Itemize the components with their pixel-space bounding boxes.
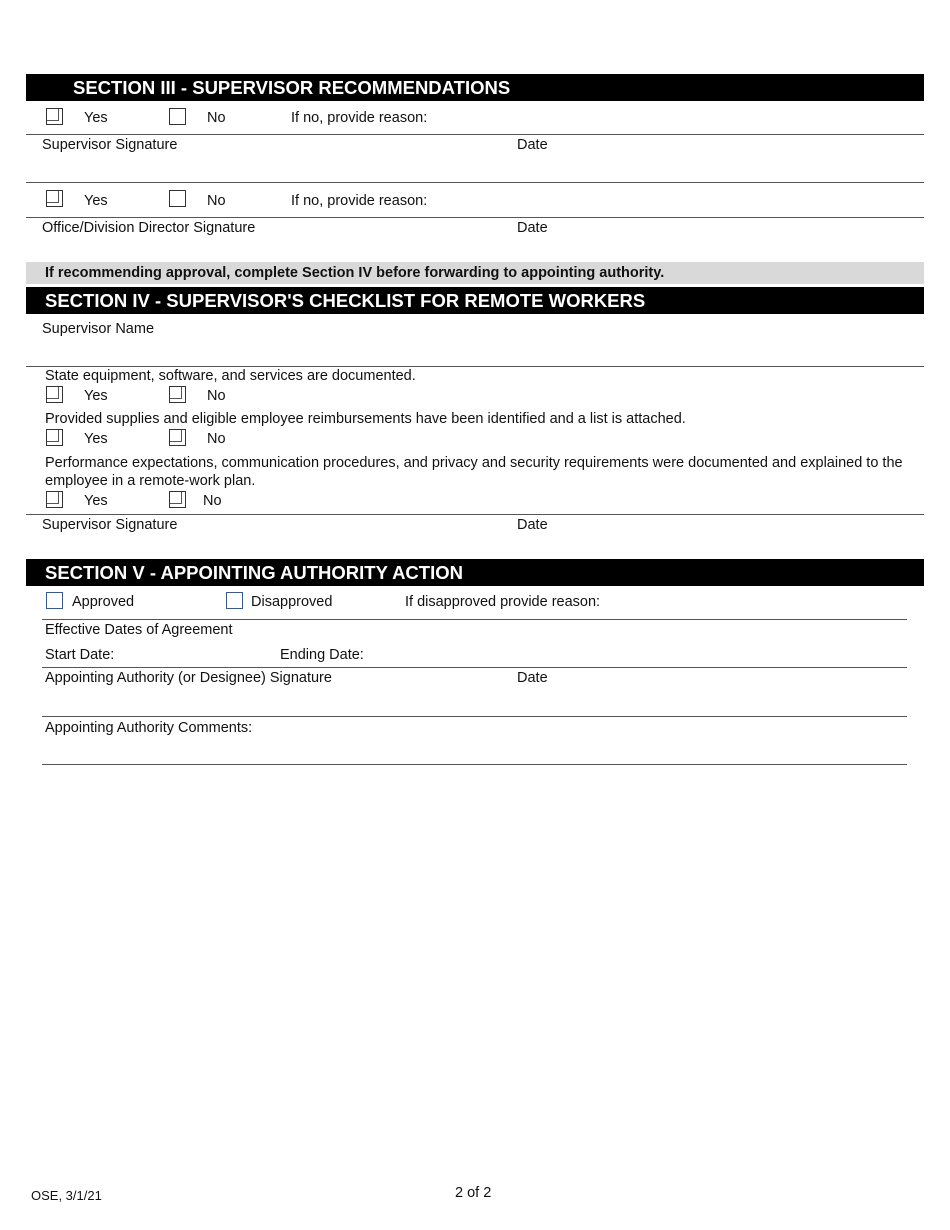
section3-row1-reason-label: If no, provide reason: [291,110,428,126]
supervisor-name-label: Supervisor Name [42,321,155,337]
effective-dates-label: Effective Dates of Agreement [45,622,233,638]
divider [26,514,924,515]
supervisor-name-line[interactable] [26,366,924,367]
supervisor-date-label: Date [517,137,548,153]
section-4-header: SECTION IV - SUPERVISOR'S CHECKLIST FOR REMOTE WORKERS [26,287,924,314]
item3-yes-checkbox[interactable] [46,491,63,508]
checklist-item-3: Performance expectations, communication procedures, and privacy and security requirements were documented and explained to the employee in a remote-work plan. [45,455,903,489]
divider [42,619,907,620]
approval-note: If recommending approval, complete Section IV before forwarding to appointing authority. [26,262,924,284]
checklist-item-2: Provided supplies and eligible employee reimbursements have been identified and a list is attached. [45,411,686,427]
comments-line[interactable] [42,764,907,765]
section3-row2-no-checkbox[interactable] [169,190,186,207]
section3-row1-no-checkbox[interactable] [169,108,186,125]
supervisor-signature-label: Supervisor Signature [42,137,178,153]
disapproved-label: Disapproved [251,594,333,610]
section3-row1-no-label: No [207,110,226,126]
authority-signature-line[interactable] [42,716,907,717]
item1-no-checkbox[interactable] [169,386,186,403]
page-number: 2 of 2 [455,1185,492,1201]
approved-checkbox[interactable] [46,592,63,609]
item2-no-checkbox[interactable] [169,429,186,446]
section3-row2-reason-label: If no, provide reason: [291,193,428,209]
director-date-label: Date [517,220,548,236]
divider [42,667,907,668]
disapproved-reason-label: If disapproved provide reason: [405,594,601,610]
divider [26,134,924,135]
item1-no-label: No [207,388,226,404]
item1-yes-label: Yes [84,388,108,404]
section4-date-label: Date [517,517,548,533]
approved-label: Approved [72,594,135,610]
item1-yes-checkbox[interactable] [46,386,63,403]
checklist-item-1: State equipment, software, and services are documented. [45,368,416,384]
ending-date-label: Ending Date: [280,647,364,663]
section4-supervisor-signature-label: Supervisor Signature [42,517,178,533]
section3-row2-no-label: No [207,193,226,209]
section-5-header: SECTION V - APPOINTING AUTHORITY ACTION [26,559,924,586]
item3-yes-label: Yes [84,493,108,509]
item2-no-label: No [207,431,226,447]
director-signature-label: Office/Division Director Signature [42,220,256,236]
item3-no-checkbox[interactable] [169,491,186,508]
start-date-label: Start Date: [45,647,115,663]
divider [26,217,924,218]
supervisor-signature-line[interactable] [26,182,924,183]
section3-row2-yes-label: Yes [84,193,108,209]
item2-yes-label: Yes [84,431,108,447]
item2-yes-checkbox[interactable] [46,429,63,446]
form-id: OSE, 3/1/21 [31,1188,102,1203]
section3-row2-yes-checkbox[interactable] [46,190,63,207]
section-3-header: SECTION III - SUPERVISOR RECOMMENDATIONS [26,74,924,101]
section3-row1-yes-label: Yes [84,110,108,126]
section3-row1-yes-checkbox[interactable] [46,108,63,125]
authority-date-label: Date [517,670,548,686]
disapproved-checkbox[interactable] [226,592,243,609]
authority-signature-label: Appointing Authority (or Designee) Signature [45,670,332,686]
item3-no-label: No [203,493,222,509]
authority-comments-label: Appointing Authority Comments: [45,720,253,736]
